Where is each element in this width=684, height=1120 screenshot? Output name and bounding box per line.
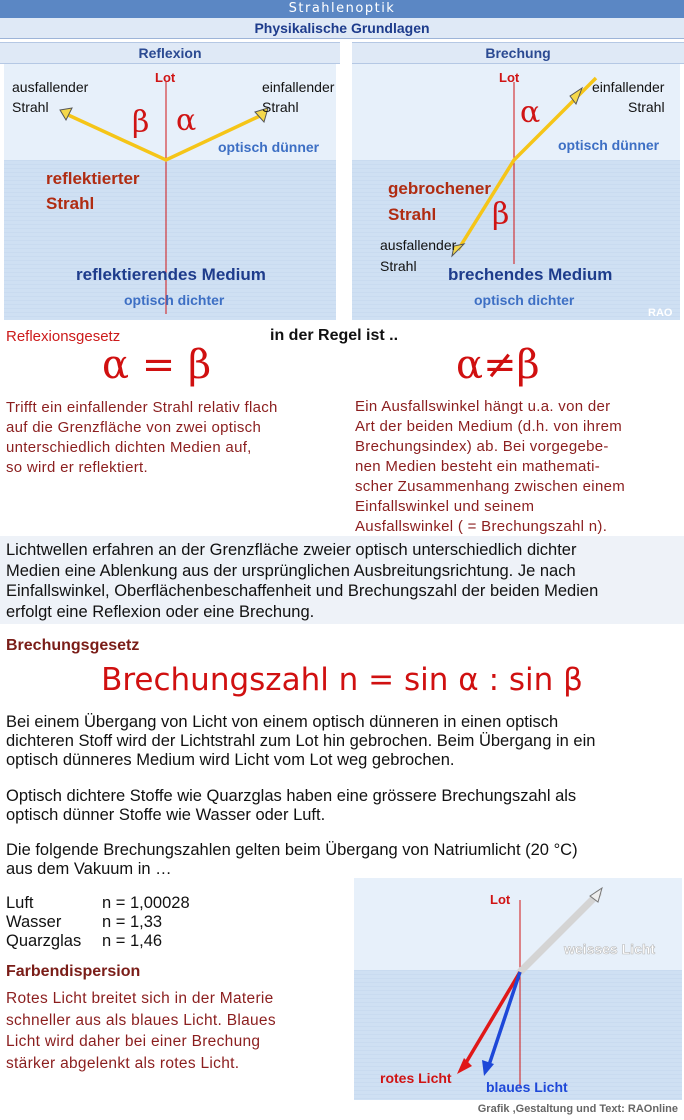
brechungsgesetz-heading: Brechungsgesetz [6,637,140,654]
beta-symbol: β [492,197,510,232]
reflexion-diagram [0,64,340,320]
intro-text: Lichtwellen erfahren an der Grenzfläche zweier optisch unterschiedlich dichter Medien eine Ablenkung aus der ursprünglichen Ausbreitungsrichtung. Je nach Einfallswinkel, Oberflächenbeschaffenheit und Brechungszahl der beiden Medien erfolgt eine Reflexion oder eine Brechung. [6,541,599,621]
rotes-licht-label: rotes Licht [380,1070,452,1086]
alpha-symbol: α [176,103,197,138]
optisch-dichter-label: optisch dichter [124,292,225,308]
table-row: Wasser n = 1,33 [6,913,163,931]
brechung-text: Ein Ausfallswinkel hängt u.a. von der Art der beiden Medium (d.h. von ihrem Brechungsindex) ab. Bei vorgegebe- nen Medien besteht ein mathemati- scher Zusammenhang zwischen einem Einfallswinkel und seinem Ausfallswinkel ( = Brechungszahl n). [355,398,626,535]
reflexionsgesetz-title: Reflexionsgesetz [6,328,121,345]
paragraph-1: Bei einem Übergang von Licht von einem optisch dünneren in einen optisch dichteren Stoff wird der Lichtstrahl zum Lot hin gebrochen. Beim Übergang in ein optisch dünneres Medium wird Licht vom Lot weg gebrochen. [6,713,596,769]
einfallender-label: einfallender [592,79,665,95]
einfallender-label-2: Strahl [628,99,665,115]
rao-logo: RAO [648,307,673,319]
regel-label: in der Regel ist .. [270,327,399,344]
header-title: Strahlenoptik [0,0,684,18]
reflexion-text: Trifft ein einfallender Strahl relativ flach auf die Grenzfläche von zwei optisch unterschiedlich dichten Medien auf, so wird er reflektiert. [6,399,278,476]
optisch-duenner-label: optisch dünner [218,139,320,155]
brechung-diagram [348,64,684,320]
blaues-licht-label: blaues Licht [486,1079,568,1095]
table-row: Quarzglas n = 1,46 [6,932,163,950]
lot-label: Lot [499,70,520,85]
optisch-dichter-label: optisch dichter [474,292,575,308]
optisch-duenner-label: optisch dünner [558,137,660,153]
paragraph-3: Die folgende Brechungszahlen gelten beim Übergang von Natriumlicht (20 °C) aus dem Vakuum in … [6,841,578,878]
lot-label: Lot [490,892,511,907]
formula-equal: α = β [102,342,212,388]
reflektierter-label-2: Strahl [46,194,95,213]
dispersion-diagram [352,878,684,1100]
header-subtitle: Physikalische Grundlagen [0,18,684,39]
footer-credit: Grafik ,Gestaltung und Text: RAOnline [477,1103,678,1115]
dispersion-heading: Farbendispersion [6,963,141,980]
beta-symbol: β [132,105,150,140]
dispersion-text: Rotes Licht breitet sich in der Materie schneller aus als blaues Licht. Blaues Licht wird daher bei einer Brechung stärker abgelenkt als rotes Licht. [6,990,276,1072]
paragraph-2: Optisch dichtere Stoffe wie Quarzglas haben eine grössere Brechungszahl als optisch dünner Stoffe wie Wasser oder Luft. [6,787,577,824]
ausfallender-label: ausfallender [380,237,457,253]
brechungszahl-table [6,894,306,951]
table-row: Luft n = 1,00028 [6,894,190,912]
ausfallender-label-2: Strahl [12,99,49,115]
gebrochener-label: gebrochener [388,179,491,198]
medium-label: brechendes Medium [448,265,613,284]
einfallender-label: einfallender [262,79,335,95]
ausfallender-label-2: Strahl [380,258,417,274]
reflexion-heading: Reflexion [0,42,340,64]
ausfallender-label: ausfallender [12,79,89,95]
alpha-symbol: α [520,95,541,130]
einfallender-label-2: Strahl [262,99,299,115]
gebrochener-label-2: Strahl [388,205,437,224]
formula-notequal: α≠β [456,342,540,388]
brechung-heading: Brechung [352,42,684,64]
reflektierter-label: reflektierter [46,169,140,188]
brechungsgesetz-formula: Brechungszahl n = sin α : sin β [101,662,583,698]
medium-label: reflektierendes Medium [76,265,266,284]
lot-label: Lot [155,70,176,85]
weisses-licht-label: weisses Licht [564,941,656,957]
